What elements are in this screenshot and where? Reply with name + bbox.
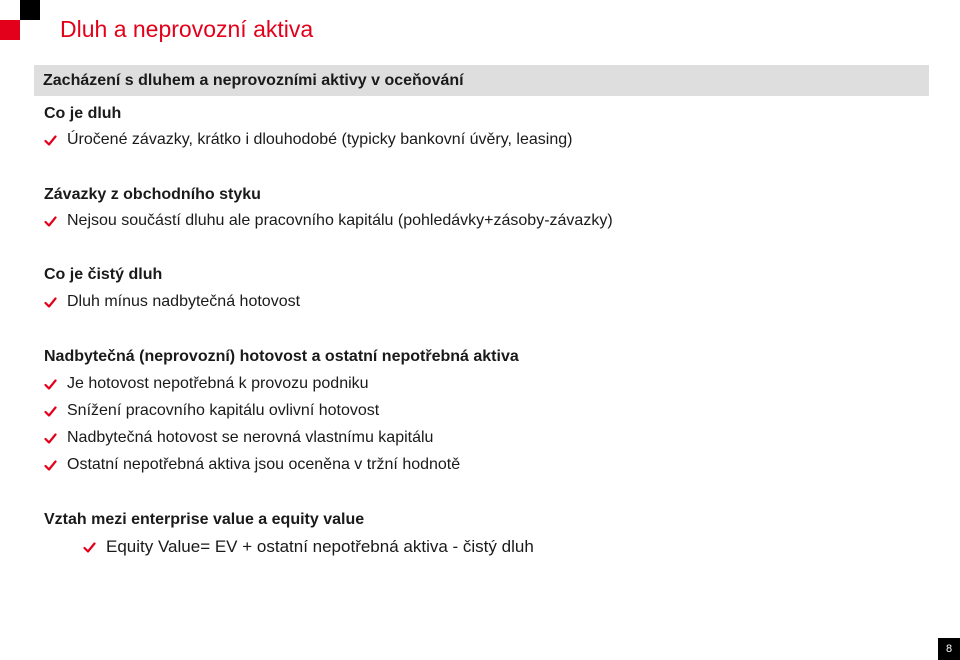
bullet-item (44, 293, 300, 311)
checkmark-icon (44, 215, 57, 228)
bullet-text: Snížení pracovního kapitálu ovlivní hotovost (67, 402, 380, 419)
bullet-item (44, 212, 613, 230)
checkmark-icon (44, 432, 57, 445)
bullet-item (44, 456, 460, 474)
bullet-item (44, 131, 572, 149)
page-number: 8 (938, 638, 960, 660)
bullet-text: Úročené závazky, krátko i dlouhodobé (typicky bankovní úvěry, leasing) (67, 131, 573, 148)
bullet-text: Ostatní nepotřebná aktiva jsou oceněna v tržní hodnotě (67, 456, 461, 473)
bullet-text: Equity Value= EV + ostatní nepotřebná aktiva - čistý dluh (106, 537, 534, 556)
bullet-item (83, 537, 534, 557)
bullet-text: Je hotovost nepotřebná k provozu podniku (67, 375, 369, 392)
section-heading-net-debt: Co je čistý dluh (44, 266, 163, 283)
bullet-text: Nadbytečná hotovost se nerovná vlastnímu kapitálu (67, 429, 434, 446)
checkmark-icon (83, 541, 96, 554)
checkmark-icon (44, 405, 57, 418)
checkmark-icon (44, 378, 57, 391)
bullet-text: Nejsou součástí dluhu ale pracovního kapitálu (pohledávky+zásoby-závazky) (67, 212, 613, 229)
section-heading-excess-cash: Nadbytečná (neprovozní) hotovost a ostatní nepotřebná aktiva (44, 348, 519, 365)
section-heading-debt: Co je dluh (44, 105, 122, 122)
page-title: Dluh a neprovozní aktiva (60, 16, 314, 42)
logo (0, 0, 40, 40)
checkmark-icon (44, 459, 57, 472)
bullet-item (44, 375, 369, 393)
section-heading-trade-payables: Závazky z obchodního styku (44, 186, 261, 203)
logo-black-square (20, 0, 40, 20)
subtitle-bar: Zacházení s dluhem a neprovozními aktivy v oceňování (34, 65, 929, 96)
bullet-text: Dluh mínus nadbytečná hotovost (67, 293, 301, 310)
section-heading-ev-equity: Vztah mezi enterprise value a equity value (44, 511, 365, 528)
bullet-item (44, 429, 433, 447)
bullet-item (44, 402, 379, 420)
logo-red-square (0, 20, 20, 40)
checkmark-icon (44, 134, 57, 147)
checkmark-icon (44, 296, 57, 309)
